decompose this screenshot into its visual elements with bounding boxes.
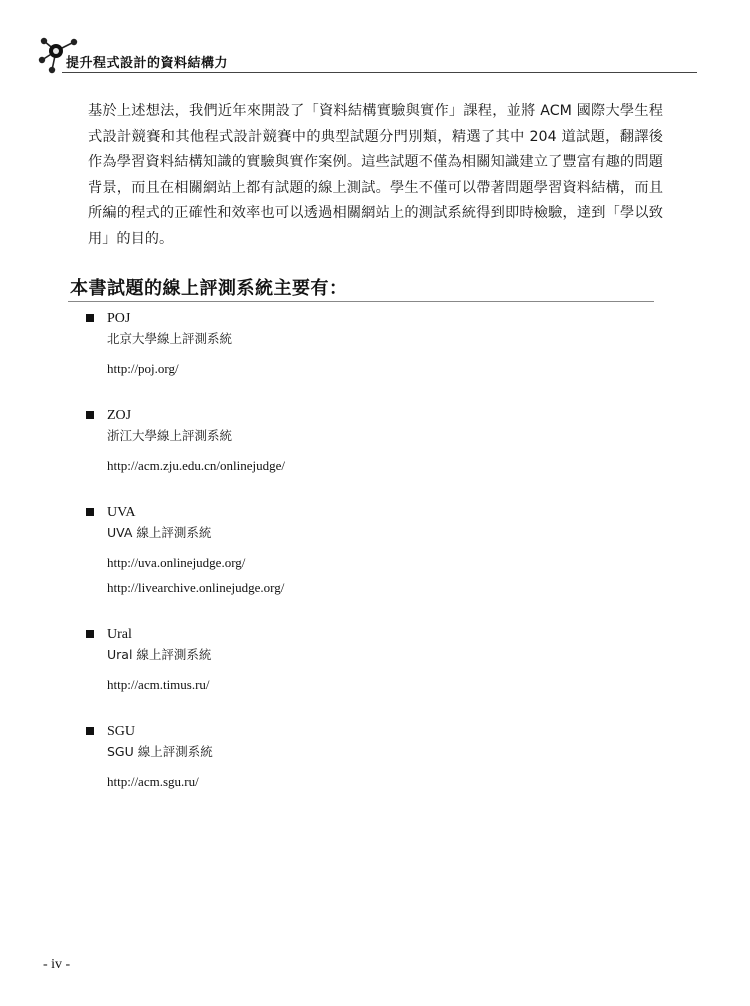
- system-url[interactable]: http://uva.onlinejudge.org/: [107, 555, 246, 570]
- system-code: SGU: [107, 724, 136, 739]
- system-links: [107, 672, 646, 697]
- list-item: [86, 625, 646, 697]
- system-code: ZOJ: [107, 408, 132, 423]
- system-name: UVA 線上評測系統: [107, 525, 212, 540]
- system-code: UVA: [107, 505, 136, 520]
- system-url[interactable]: http://acm.timus.ru/: [107, 677, 210, 692]
- system-links: [107, 453, 646, 478]
- square-bullet-icon: [86, 411, 94, 419]
- system-url[interactable]: http://acm.zju.edu.cn/onlinejudge/: [107, 458, 285, 473]
- system-links: [107, 550, 646, 600]
- system-links: [107, 769, 646, 794]
- page-number: - iv -: [43, 957, 71, 972]
- running-header: [34, 32, 697, 74]
- list-item: [86, 406, 646, 478]
- square-bullet-icon: [86, 314, 94, 322]
- system-url[interactable]: http://poj.org/: [107, 361, 179, 376]
- system-name: 浙江大學線上評測系統: [107, 428, 233, 443]
- system-name: 北京大學線上評測系統: [107, 331, 233, 346]
- running-title: 提升程式設計的資料結構力: [66, 56, 229, 71]
- square-bullet-icon: [86, 727, 94, 735]
- header-divider: [62, 72, 697, 73]
- system-links: [107, 356, 646, 381]
- list-item: [86, 309, 646, 381]
- square-bullet-icon: [86, 630, 94, 638]
- intro-paragraph: 基於上述想法，我們近年來開設了「資料結構實驗與實作」課程，並將 ACM 國際大學生程式設計競賽和其他程式設計競賽中的典型試題分門別類，精選了其中 204 道試題，翻譯後作為學習資料結構知識的實驗與實作案例。這些試題不僅為相關知識建立了豐富有趣的問題背景，而且在相關網站上都有試題的線上測試。學生不僅可以帶著問題學習資料結構，而且所編的程式的正確性和效率也可以透過相關網站上的測試系統得到即時檢驗，達到「學以致用」的目的。: [88, 103, 663, 247]
- system-url[interactable]: http://livearchive.onlinejudge.org/: [107, 580, 285, 595]
- section-heading: 本書試題的線上評測系統主要有：: [70, 278, 348, 299]
- judge-system-list: [86, 309, 646, 819]
- system-code: POJ: [107, 311, 131, 326]
- system-name: Ural 線上評測系統: [107, 647, 212, 662]
- square-bullet-icon: [86, 508, 94, 516]
- section-divider: [68, 301, 654, 302]
- system-url[interactable]: http://acm.sgu.ru/: [107, 774, 199, 789]
- list-item: [86, 722, 646, 794]
- system-name: SGU 線上評測系統: [107, 744, 213, 759]
- list-item: [86, 503, 646, 600]
- system-code: Ural: [107, 627, 132, 642]
